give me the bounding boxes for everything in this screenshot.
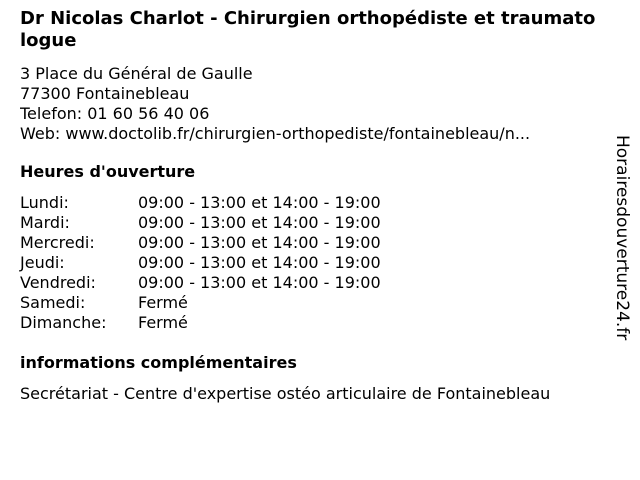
hours-row-friday <box>20 273 600 293</box>
day-label: Lundi: <box>20 193 69 212</box>
day-label: Vendredi: <box>20 273 96 292</box>
address-block <box>20 64 600 144</box>
day-label: Jeudi: <box>20 253 65 272</box>
info-text: Secrétariat - Centre d'expertise ostéo articulaire de Fontainebleau <box>20 384 551 403</box>
website-link[interactable]: Web: www.doctolib.fr/chirurgien-orthopediste/fontainebleau/n... <box>20 124 531 143</box>
day-label: Mercredi: <box>20 233 95 252</box>
website-line[interactable] <box>20 124 600 144</box>
street-address: 3 Place du Général de Gaulle <box>20 64 253 83</box>
phone-number[interactable]: Telefon: 01 60 56 40 06 <box>20 104 210 123</box>
day-hours: 09:00 - 13:00 et 14:00 - 19:00 <box>138 193 381 212</box>
hours-row-tuesday <box>20 213 600 233</box>
city-address: 77300 Fontainebleau <box>20 84 190 103</box>
page-title: Dr Nicolas Charlot - Chirurgien orthopédiste et traumatologue <box>20 8 596 51</box>
hours-row-sunday <box>20 313 600 333</box>
day-hours: Fermé <box>138 313 188 332</box>
hours-heading: Heures d'ouverture <box>20 162 196 181</box>
day-label: Mardi: <box>20 213 70 232</box>
hours-row-monday <box>20 193 600 213</box>
day-hours: 09:00 - 13:00 et 14:00 - 19:00 <box>138 273 381 292</box>
day-hours: Fermé <box>138 293 188 312</box>
day-hours: 09:00 - 13:00 et 14:00 - 19:00 <box>138 253 381 272</box>
hours-row-saturday <box>20 293 600 313</box>
hours-row-wednesday <box>20 233 600 253</box>
info-heading: informations complémentaires <box>20 353 297 372</box>
day-hours: 09:00 - 13:00 et 14:00 - 19:00 <box>138 213 381 232</box>
day-hours: 09:00 - 13:00 et 14:00 - 19:00 <box>138 233 381 252</box>
business-card <box>20 8 600 404</box>
day-label: Samedi: <box>20 293 86 312</box>
hours-table <box>20 193 600 333</box>
day-label: Dimanche: <box>20 313 107 332</box>
site-watermark: Horairesdouverture24.fr <box>612 135 632 341</box>
hours-row-thursday <box>20 253 600 273</box>
